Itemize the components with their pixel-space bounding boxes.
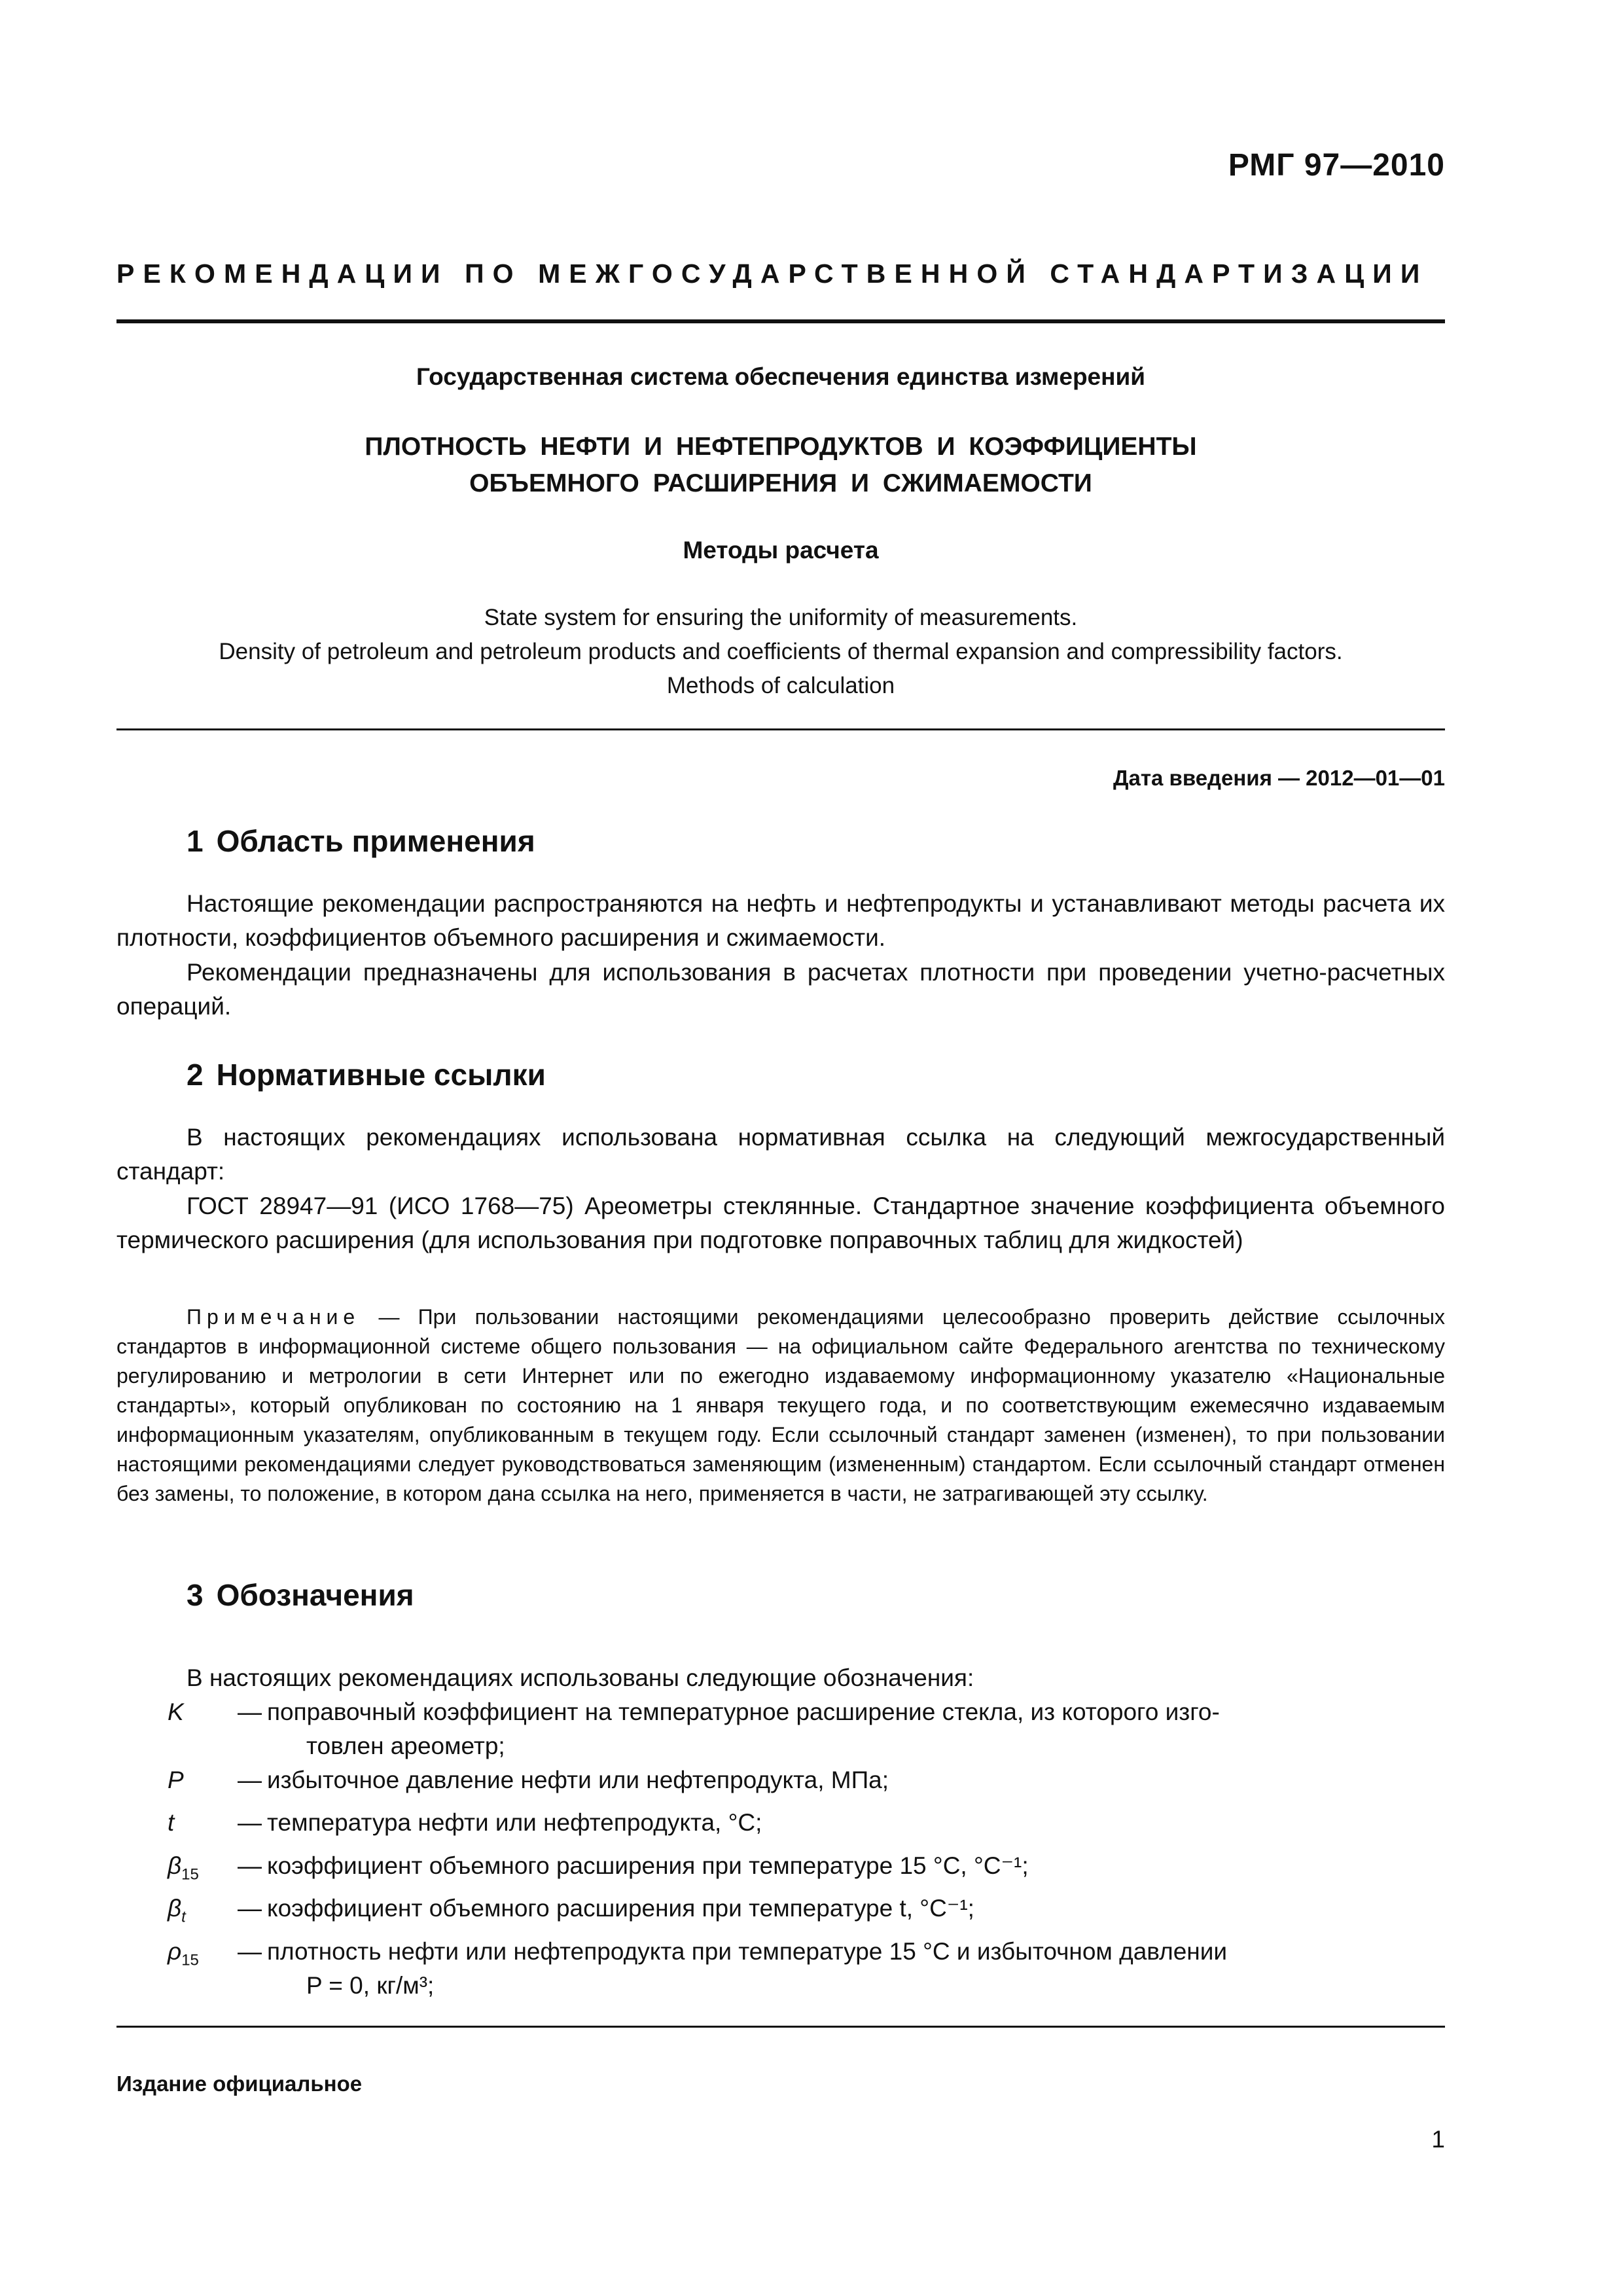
english-title-line-1: State system for ensuring the uniformity of measurements. [484, 605, 1078, 630]
definition-item [116, 1935, 1445, 2003]
definition-symbol: $\beta_{15}$ [168, 1852, 199, 1884]
section-3-heading [187, 1577, 414, 1613]
section-2-paragraph-1: В настоящих рекомендациях использована нормативная ссылка на следующий межгосударственный стандарт: [116, 1124, 1445, 1185]
definition-text: — температура нефти или нефтепродукта, °С; [238, 1809, 762, 1837]
definition-text: — плотность нефти или нефтепродукта при температуре 15 °С и избыточном давлении P = 0, кг/м³; [238, 1937, 1228, 1999]
main-title-line-2: ОБЪЕМНОГО РАСШИРЕНИЯ И СЖИМАЕМОСТИ [469, 469, 1092, 497]
section-number: 2 [187, 1058, 204, 1092]
reference-note [116, 1302, 1445, 1509]
english-title-line-2: Density of petroleum and petroleum products and coefficients of thermal expansion and compressibility factors. [219, 639, 1343, 664]
system-title: Государственная система обеспечения единства измерений [416, 363, 1145, 390]
definition-item [116, 1763, 1445, 1806]
main-title [116, 429, 1445, 502]
section-1-paragraph-2: Рекомендации предназначены для использования в расчетах плотности при проведении учетно-расчетных операций. [116, 959, 1445, 1020]
note-text: — При пользовании настоящими рекомендациями целесообразно проверить действие ссылочных стандартов в информационной системе общего пользования — на официальном сайте Федерального агентства по техническому регулированию и метрологии в сети Интернет или по ежегодно издаваемому информационному указателю «Национальные стандарты», который опубликован по состоянию на 1 января текущего года, и по соответствующим ежемесячно издаваемым информационным указателям, опубликованным в текущем году. Если ссылочный стандарт заменен (изменен), то при пользовании настоящими рекомендациями следует руководствоваться заменяющим (измененным) стандартом. Если ссылочный стандарт отменен без замены, то положение, в котором дана ссылка на него, применяется в части, не затрагивающей эту ссылку. [116, 1305, 1446, 1505]
definition-item [116, 1892, 1445, 1934]
page-number: 1 [1431, 2126, 1445, 2153]
introduction-date: Дата введения — 2012—01—01 [1113, 766, 1445, 790]
official-edition-label: Издание официальное [116, 2072, 363, 2096]
definition-text: — поправочный коэффициент на температурное расширение стекла, из которого изго- товлен ареометр; [238, 1698, 1220, 1759]
section-title: Область применения [216, 824, 535, 858]
note-label: Примечание [187, 1305, 361, 1329]
definition-symbol: t [168, 1809, 175, 1837]
definitions-list [116, 1661, 1445, 2003]
section-title: Обозначения [216, 1578, 414, 1612]
definition-symbol: $\rho_{15}$ [168, 1937, 199, 1969]
definition-symbol: K [168, 1698, 184, 1725]
footer-rule [116, 2026, 1445, 2028]
definition-item [116, 1849, 1445, 1892]
methods-title: Методы расчета [683, 537, 879, 564]
document-code: РМГ 97—2010 [1228, 148, 1445, 183]
definition-item [116, 1695, 1445, 1763]
english-title [116, 601, 1445, 703]
series-title: РЕКОМЕНДАЦИИ ПО МЕЖГОСУДАРСТВЕННОЙ СТАНДАРТИЗАЦИИ [116, 259, 1429, 289]
definition-text: — избыточное давление нефти или нефтепродукта, МПа; [238, 1767, 889, 1793]
section-title: Нормативные ссылки [216, 1058, 546, 1092]
section-2-heading [187, 1057, 546, 1092]
english-title-line-3: Methods of calculation [666, 673, 895, 698]
definition-symbol: $\beta_t$ [168, 1895, 186, 1926]
section-number: 3 [187, 1578, 204, 1612]
definitions-intro: В настоящих рекомендациях использованы следующие обозначения: [187, 1664, 974, 1691]
definition-text: — коэффициент объемного расширения при температуре t, °С⁻¹; [238, 1895, 974, 1922]
definition-symbol: P [168, 1767, 184, 1793]
section-2-paragraph-2: ГОСТ 28947—91 (ИСО 1768—75) Ареометры стеклянные. Стандартное значение коэффициента объемного термического расширения (для использования при подготовке поправочных таблиц для жидкостей) [116, 1193, 1445, 1253]
section-1-heading [187, 823, 535, 859]
definition-text: — коэффициент объемного расширения при температуре 15 °С, °С⁻¹; [238, 1852, 1029, 1879]
main-title-line-1: ПЛОТНОСТЬ НЕФТИ И НЕФТЕПРОДУКТОВ И КОЭФФИЦИЕНТЫ [365, 433, 1197, 461]
section-number: 1 [187, 824, 204, 858]
title-block-rule [116, 728, 1445, 730]
definition-item [116, 1806, 1445, 1848]
top-rule [116, 319, 1445, 323]
section-1-paragraph-1: Настоящие рекомендации распространяются на нефть и нефтепродукты и устанавливают методы расчета их плотности, коэффициентов объемного расширения и сжимаемости. [116, 890, 1445, 951]
